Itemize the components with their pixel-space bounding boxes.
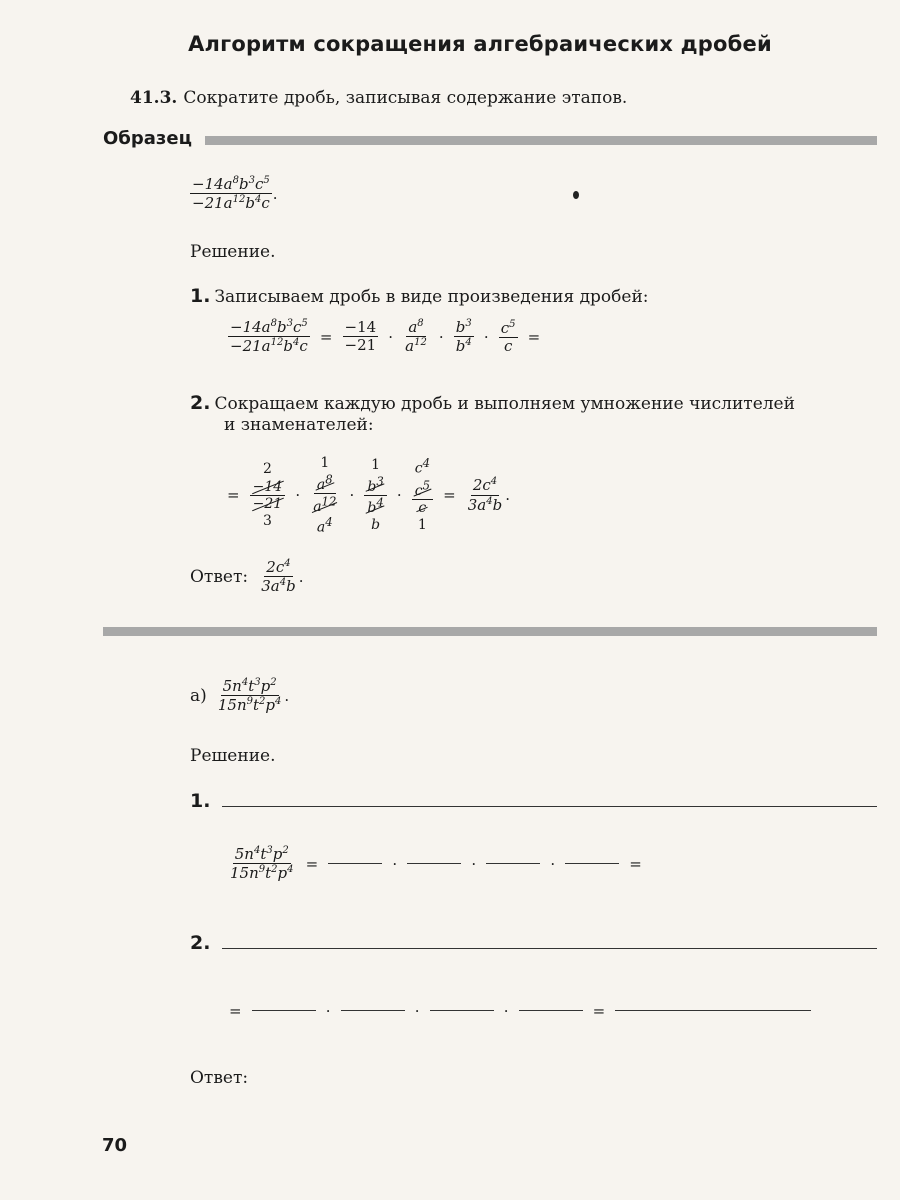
- exercise-answer-label: Ответ:: [190, 1068, 249, 1088]
- blank-reduced-1[interactable]: [252, 1010, 316, 1011]
- exercise-label: а): [190, 685, 207, 706]
- section-title: Алгоритм сокращения алгебраических дробей: [188, 32, 772, 56]
- exercise-fraction: а) $\frac{5n^4t^3p^2}{15n^9t^2p^4}$ .: [190, 677, 290, 715]
- sample-footer-bar: [103, 627, 877, 636]
- sample-header-bar: [205, 136, 877, 145]
- sample-step-1-expression: $\frac{-14a^8b^3c^5}{-21a^{12}b^4c}$ = $\frac{-14}{-21}$ · $\frac{a^8}{a^{12}}$ · $\frac{b^3}{b^4}$ · $\frac{c^5}{c}$ =: [230, 318, 541, 356]
- sample-solution-label: Решение.: [190, 242, 276, 262]
- exercise-solution-label: Решение.: [190, 746, 276, 766]
- task-text: Сократите дробь, записывая содержание этапов.: [183, 88, 628, 108]
- task-statement: [130, 88, 627, 108]
- sample-step-1-number: 1.: [190, 285, 211, 307]
- blank-reduced-3[interactable]: [430, 1010, 494, 1011]
- sample-step-1: [190, 285, 649, 307]
- sample-step-2-text-line2: и знаменателей:: [224, 415, 374, 435]
- sample-step-2: [190, 392, 795, 414]
- sample-step-2-expression: = 2 −14 −21 3 · 1 $a^8$ $a^{12}$ $a^4$ · 1 $b^3$ $b^4$ b · $c^4$ $c^5$ c 1 = $\frac{2c^4}{3a^4b}$ .: [227, 455, 511, 536]
- sample-answer-label: Ответ:: [190, 566, 249, 587]
- sample-step-2-text-line1: Сокращаем каждую дробь и выполняем умножение числителей: [214, 394, 795, 414]
- exercise-step-2-number: 2.: [190, 932, 211, 954]
- page-number: 70: [102, 1135, 128, 1156]
- sample-fraction: $\frac{-14a^8b^3c^5}{-21a^{12}b^4c}$ .: [192, 175, 278, 213]
- exercise-step-2-answer-line[interactable]: [222, 948, 877, 949]
- task-number: 41.3.: [130, 88, 178, 108]
- blank-factor-4[interactable]: [565, 863, 619, 864]
- ink-spot: [573, 191, 579, 199]
- sample-step-2-number: 2.: [190, 392, 211, 414]
- blank-result[interactable]: [615, 1010, 811, 1011]
- sample-label: Образец: [103, 128, 192, 149]
- sample-step-1-text: Записываем дробь в виде произведения дробей:: [214, 287, 649, 307]
- blank-reduced-2[interactable]: [341, 1010, 405, 1011]
- sample-answer: Ответ: $\frac{2c^4}{3a^4b}$ .: [190, 558, 304, 596]
- exercise-step-1-expression: $\frac{5n^4t^3p^2}{15n^9t^2p^4}$ = · · · =: [230, 845, 642, 883]
- blank-factor-3[interactable]: [486, 863, 540, 864]
- blank-reduced-4[interactable]: [519, 1010, 583, 1011]
- exercise-step-2-expression: = · · · =: [224, 1000, 811, 1020]
- blank-factor-1[interactable]: [328, 863, 382, 864]
- exercise-step-1-answer-line[interactable]: [222, 806, 877, 807]
- blank-factor-2[interactable]: [407, 863, 461, 864]
- exercise-step-1-number: 1.: [190, 790, 211, 812]
